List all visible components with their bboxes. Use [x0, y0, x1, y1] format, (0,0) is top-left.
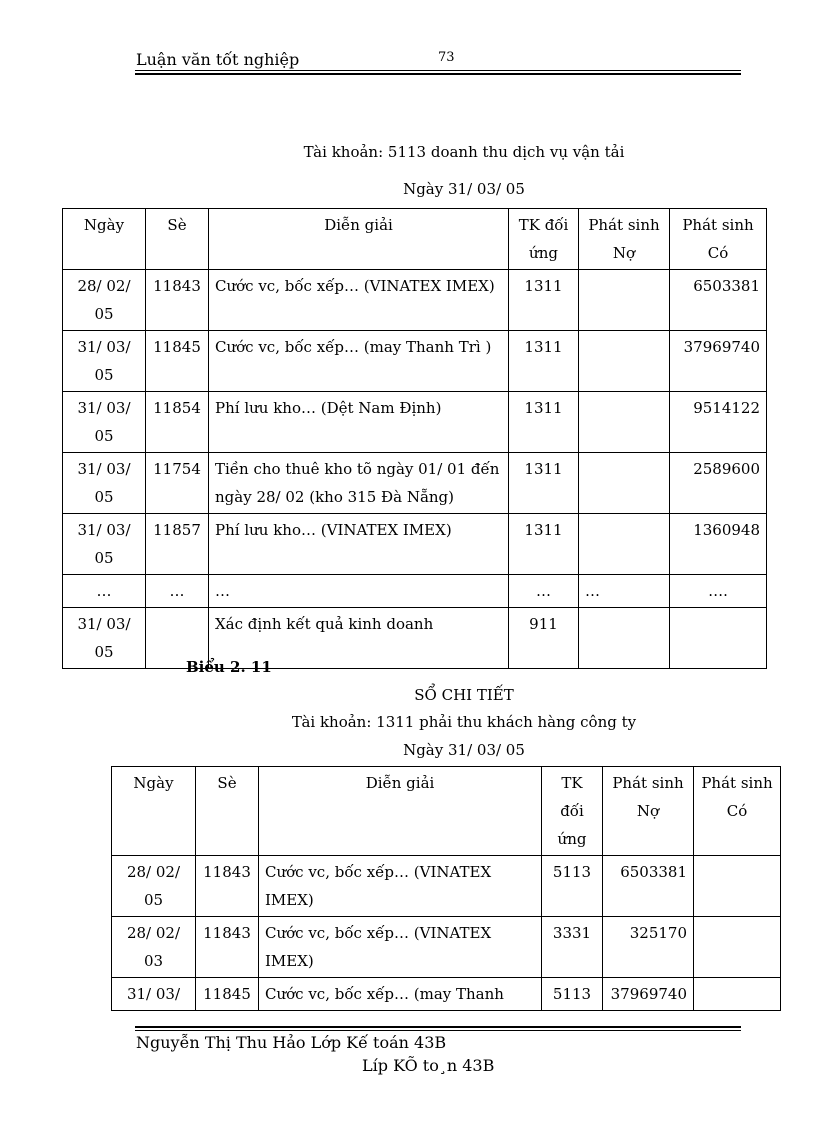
col-ngay: Ngày [112, 767, 196, 856]
section2-account-line: Tài khoản: 1311 phải thu khách hàng công ty [291, 713, 637, 731]
cell-tk: 3331 [542, 917, 603, 978]
cell-ngay: 31/ 03/ 05 [63, 331, 146, 392]
page-number: 73 [438, 50, 455, 65]
col-dien-giai: Diễn giải [259, 767, 542, 856]
col-tk-doi-ung: TK đối ứng [509, 209, 579, 270]
table-row [63, 453, 767, 514]
cell-no [579, 514, 670, 575]
table-row [63, 331, 767, 392]
cell-so: 11843 [146, 270, 209, 331]
col-ngay: Ngày [63, 209, 146, 270]
section1-account-line: Tài khoản: 5113 doanh thu dịch vụ vận tải [303, 143, 625, 161]
col-so: Sè [146, 209, 209, 270]
col-phat-sinh-co: Phát sinh Có [694, 767, 781, 856]
section2-title: SỔ CHI TIẾT [414, 686, 514, 704]
cell-so: 11845 [196, 978, 259, 1011]
cell-ngay: 28/ 02/ 05 [63, 270, 146, 331]
cell-tk: 1311 [509, 270, 579, 331]
table-row [112, 978, 781, 1011]
cell-ngay: 31/ 03/ 05 [63, 392, 146, 453]
cell-so: 11854 [146, 392, 209, 453]
cell-no: 6503381 [603, 856, 694, 917]
cell-no [579, 453, 670, 514]
cell-so: 11843 [196, 917, 259, 978]
cell-no: … [579, 575, 670, 608]
cell-co: 1360948 [670, 514, 767, 575]
cell-so: 11754 [146, 453, 209, 514]
table-row [112, 917, 781, 978]
table-row [63, 392, 767, 453]
cell-co [694, 978, 781, 1011]
cell-tk: 1311 [509, 453, 579, 514]
cell-ngay: 31/ 03/ 05 [63, 514, 146, 575]
cell-tk: 911 [509, 608, 579, 669]
cell-dien-giai: Phí lưu kho… (VINATEX IMEX) [209, 514, 509, 575]
section2-table [111, 766, 781, 1011]
cell-so: 11845 [146, 331, 209, 392]
cell-dien-giai: Cước vc, bốc xếp… (may Thanh Trì ) [209, 331, 509, 392]
cell-no [579, 331, 670, 392]
cell-tk: 1311 [509, 331, 579, 392]
cell-co [694, 917, 781, 978]
cell-tk: 1311 [509, 514, 579, 575]
table-header-row [63, 209, 767, 270]
footer-class-line: Líp KÕ to¸n 43B [362, 1056, 495, 1075]
cell-dien-giai: Cước vc, bốc xếp… (may Thanh [259, 978, 542, 1011]
cell-tk: … [509, 575, 579, 608]
cell-ngay: 31/ 03/ [112, 978, 196, 1011]
cell-co: 2589600 [670, 453, 767, 514]
cell-no: 37969740 [603, 978, 694, 1011]
cell-tk: 5113 [542, 856, 603, 917]
cell-dien-giai: Cước vc, bốc xếp… (VINATEX IMEX) [259, 917, 542, 978]
cell-so: 11843 [196, 856, 259, 917]
cell-dien-giai: Cước vc, bốc xếp… (VINATEX IMEX) [209, 270, 509, 331]
section1-table [62, 208, 767, 669]
col-tk-doi-ung: TK đối ứng [542, 767, 603, 856]
table-row [63, 575, 767, 608]
cell-ngay: 31/ 03/ 05 [63, 608, 146, 669]
cell-tk: 5113 [542, 978, 603, 1011]
section1-date-line: Ngày 31/ 03/ 05 [403, 180, 525, 198]
cell-co [670, 608, 767, 669]
col-dien-giai: Diễn giải [209, 209, 509, 270]
cell-tk: 1311 [509, 392, 579, 453]
section2-date-line: Ngày 31/ 03/ 05 [403, 741, 525, 759]
table-header-row [112, 767, 781, 856]
cell-dien-giai: … [209, 575, 509, 608]
table-row [63, 270, 767, 331]
cell-so: … [146, 575, 209, 608]
cell-co [694, 856, 781, 917]
col-phat-sinh-no: Phát sinh Nợ [579, 209, 670, 270]
cell-dien-giai: Cước vc, bốc xếp… (VINATEX IMEX) [259, 856, 542, 917]
cell-co: 9514122 [670, 392, 767, 453]
cell-ngay: 31/ 03/ 05 [63, 453, 146, 514]
cell-ngay: 28/ 02/ 03 [112, 917, 196, 978]
section2-label: Biểu 2. 11 [186, 658, 272, 676]
cell-ngay: … [63, 575, 146, 608]
running-header-title: Luận văn tốt nghiệp [136, 50, 300, 69]
cell-dien-giai: Phí lưu kho… (Dệt Nam Định) [209, 392, 509, 453]
table-row [63, 514, 767, 575]
footer-author-line: Nguyễn Thị Thu Hảo Lớp Kế toán 43B [136, 1033, 447, 1052]
table-row [63, 608, 767, 669]
cell-co: 37969740 [670, 331, 767, 392]
cell-no [579, 270, 670, 331]
header-rule-top [135, 70, 741, 71]
cell-co: …. [670, 575, 767, 608]
cell-dien-giai: Tiền cho thuê kho tõ ngày 01/ 01 đến ngày 28/ 02 (kho 315 Đà Nẵng) [209, 453, 509, 514]
footer-rule-top [135, 1026, 741, 1028]
table-row [112, 856, 781, 917]
cell-no [579, 392, 670, 453]
cell-ngay: 28/ 02/ 05 [112, 856, 196, 917]
col-phat-sinh-no: Phát sinh Nợ [603, 767, 694, 856]
cell-no [579, 608, 670, 669]
col-so: Sè [196, 767, 259, 856]
cell-co: 6503381 [670, 270, 767, 331]
cell-no: 325170 [603, 917, 694, 978]
footer-rule-bottom [135, 1030, 741, 1031]
header-rule-bottom [135, 73, 741, 75]
cell-dien-giai: Xác định kết quả kinh doanh [209, 608, 509, 669]
col-phat-sinh-co: Phát sinh Có [670, 209, 767, 270]
cell-so: 11857 [146, 514, 209, 575]
